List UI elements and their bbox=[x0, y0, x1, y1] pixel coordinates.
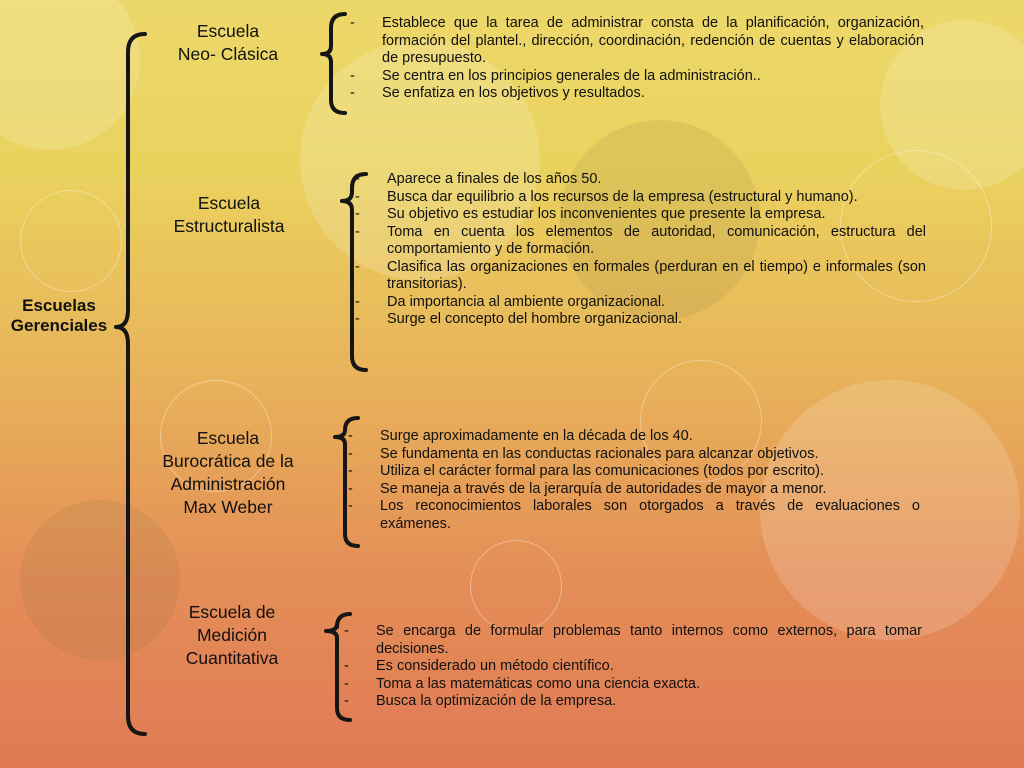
school-title-line: Medición bbox=[196, 625, 268, 645]
bullet-item: - Se fundamenta en las conductas racionales para alcanzar objetivos. bbox=[346, 446, 920, 464]
bullet-item: - Busca dar equilibrio a los recursos de la empresa (estructural y humano). bbox=[353, 189, 926, 207]
root-title-line: Gerenciales bbox=[10, 316, 108, 335]
school-title-line: Escuela bbox=[196, 428, 260, 448]
bracket-neo-clasica bbox=[322, 14, 345, 113]
bullet-item: - Clasifica las organizaciones en formales (perduran en el tiempo) e informales (son transitorias). bbox=[353, 259, 926, 294]
school-title-line: Cuantitativa bbox=[185, 648, 279, 668]
bullet-item: - Busca la optimización de la empresa. bbox=[342, 693, 922, 711]
bullet-item: - Se centra en los principios generales de la administración.. bbox=[348, 68, 924, 86]
school-title-line: Max Weber bbox=[183, 497, 273, 517]
bullet-item: - Aparece a finales de los años 50. bbox=[353, 171, 926, 189]
bullet-item: - Da importancia al ambiente organizacional. bbox=[353, 294, 926, 312]
bullet-list-burocratica bbox=[346, 428, 920, 533]
school-title-line: Burocrática de la bbox=[162, 451, 294, 471]
bullet-item: - Toma en cuenta los elementos de autoridad, comunicación, estructura del comportamiento y de formación. bbox=[353, 224, 926, 259]
bullet-list-estructuralista bbox=[353, 171, 926, 329]
bullet-item: - Su objetivo es estudiar los inconvenientes que presente la empresa. bbox=[353, 206, 926, 224]
bullet-item: - Establece que la tarea de administrar consta de la planificación, organización, formación del plantel., dirección, coordinación, redención de cuentas y elaboración de presupuesto. bbox=[348, 15, 924, 68]
bullet-item: - Es considerado un método científico. bbox=[342, 658, 922, 676]
school-title-burocratica bbox=[150, 427, 306, 519]
bullet-item: - Se enfatiza en los objetivos y resultados. bbox=[348, 85, 924, 103]
bullet-item: - Surge aproximadamente en la década de los 40. bbox=[346, 428, 920, 446]
school-title-line: Escuela bbox=[196, 21, 260, 41]
bullet-list-medicion-cuantitativa bbox=[342, 623, 922, 711]
bullet-item: - Se maneja a través de la jerarquía de autoridades de mayor a menor. bbox=[346, 481, 920, 499]
bullet-item: - Los reconocimientos laborales son otorgados a través de evaluaciones o exámenes. bbox=[346, 498, 920, 533]
school-title-estructuralista bbox=[158, 192, 300, 238]
main-bracket bbox=[116, 34, 145, 734]
root-title-line: Escuelas bbox=[22, 296, 96, 315]
bullet-item: - Surge el concepto del hombre organizacional. bbox=[353, 311, 926, 329]
school-title-line: Escuela bbox=[197, 193, 261, 213]
school-title-neo-clasica bbox=[160, 20, 296, 66]
school-title-line: Neo- Clásica bbox=[177, 44, 279, 64]
school-title-medicion-cuantitativa bbox=[164, 601, 300, 670]
root-title bbox=[0, 296, 118, 336]
bullet-item: - Se encarga de formular problemas tanto internos como externos, para tomar decisiones. bbox=[342, 623, 922, 658]
school-title-line: Administración bbox=[170, 474, 286, 494]
school-title-line: Escuela de bbox=[188, 602, 276, 622]
bullet-list-neo-clasica bbox=[348, 15, 924, 103]
bullet-item: - Utiliza el carácter formal para las comunicaciones (todos por escrito). bbox=[346, 463, 920, 481]
school-title-line: Estructuralista bbox=[173, 216, 285, 236]
bullet-item: - Toma a las matemáticas como una ciencia exacta. bbox=[342, 676, 922, 694]
